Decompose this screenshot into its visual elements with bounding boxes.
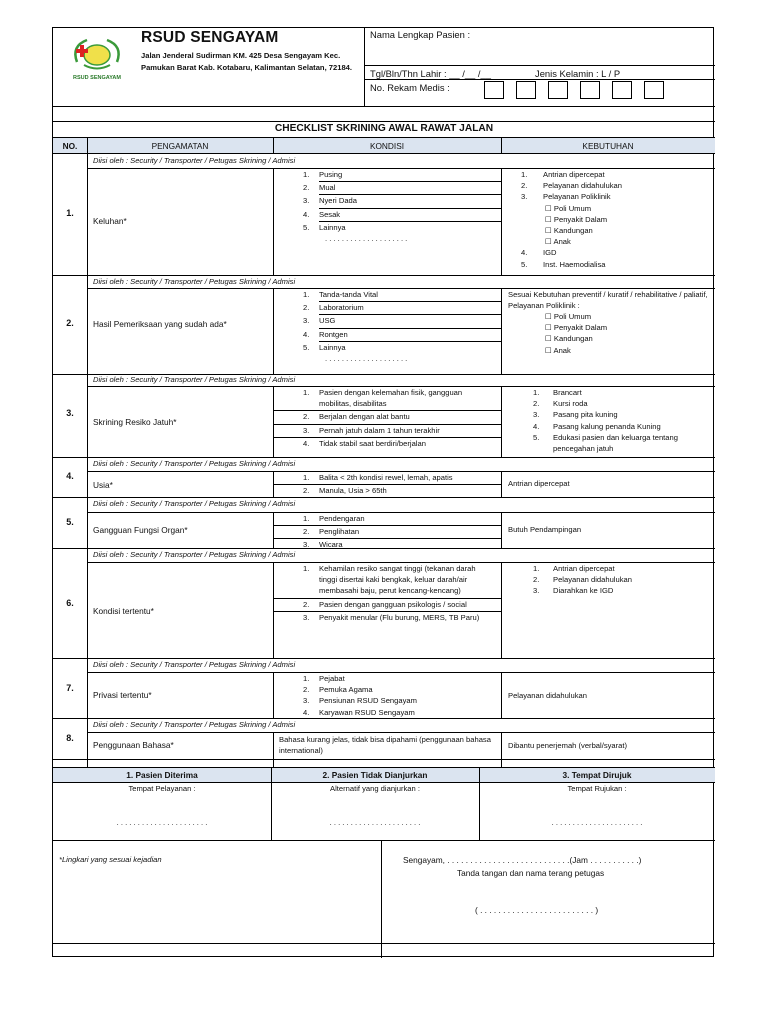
need-item[interactable]: 2. Kursi roda (533, 399, 588, 409)
referral-place-label: Tempat Rujukan : (567, 784, 627, 793)
filled-by-note: Diisi oleh : Security / Transporter / Petugas Skrining / Admisi (93, 660, 296, 669)
need-item[interactable]: 1. Antrian dipercepat (533, 564, 615, 573)
patient-name-label: Nama Lengkap Pasien : (370, 29, 471, 40)
row-number: 1. (66, 208, 74, 218)
outcome-accepted[interactable]: 1. Pasien Diterima (126, 770, 198, 780)
row-number: 4. (66, 471, 74, 481)
row-number: 7. (66, 683, 74, 693)
filled-by-note: Diisi oleh : Security / Transporter / Petugas Skrining / Admisi (93, 156, 296, 165)
need-item[interactable]: 3. Pasang pita kuning (533, 410, 618, 420)
medical-record-box[interactable] (516, 81, 536, 99)
filled-by-note: Diisi oleh : Security / Transporter / Petugas Skrining / Admisi (93, 499, 296, 508)
condition-item[interactable]: 1. Pejabat (303, 674, 345, 683)
row-number: 2. (66, 318, 74, 328)
condition-item[interactable]: 1. Pendengaran (273, 513, 501, 526)
row-label: Skrining Resiko Jatuh* (93, 417, 177, 427)
footnote: *Lingkari yang sesuai kejadian (59, 855, 162, 864)
service-place-label: Tempat Pelayanan : (128, 784, 196, 793)
condition-item[interactable]: 2. Pasien dengan gangguan psikologis / social (273, 599, 501, 612)
medical-record-box[interactable] (580, 81, 600, 99)
condition-list (273, 513, 501, 551)
condition-item[interactable]: 5. Lainnya (303, 342, 346, 352)
alternative-field[interactable]: . . . . . . . . . . . . . . . . . . . . . . (329, 818, 421, 827)
row-label: Hasil Pemeriksaan yang sudah ada* (93, 319, 227, 329)
condition-item[interactable]: 2. Berjalan dengan alat bantu (273, 411, 501, 424)
row-number: 6. (66, 598, 74, 608)
need-checkbox-item[interactable]: ☐ Poli Umum (545, 203, 592, 213)
place-date-field[interactable]: Sengayam, . . . . . . . . . . . . . . . . . . . . . . . . . . .(Jam . . . . . . . . . . .) (403, 855, 642, 865)
condition-item[interactable]: 4. Tidak stabil saat berdiri/berjalan (303, 438, 426, 448)
screening-form (52, 27, 714, 957)
condition-item[interactable]: 3. Pensiunan RSUD Sengayam (303, 696, 417, 706)
row-label: Kondisi tertentu* (93, 606, 154, 616)
need-item[interactable]: 2. Pelayanan didahulukan (533, 575, 632, 585)
condition-list (273, 673, 501, 718)
needs-text: Dibantu penerjemah (verbal/syarat) (508, 741, 628, 750)
need-checkbox-item[interactable]: ☐ Penyakit Dalam (545, 214, 608, 224)
condition-item[interactable]: 5. Lainnya (303, 222, 346, 232)
need-item[interactable]: 1. Antrian dipercepat (521, 170, 605, 179)
condition-item[interactable]: 2. Mual (273, 182, 501, 195)
hospital-name: RSUD SENGAYAM (141, 29, 279, 46)
medical-record-box[interactable] (612, 81, 632, 99)
condition-item[interactable]: 4. Karyawan RSUD Sengayam (303, 707, 415, 717)
medical-record-label: No. Rekam Medis : (370, 82, 450, 93)
hospital-address: Jalan Jenderal Sudirman KM. 425 Desa Sengayam Kec. Pamukan Barat Kab. Kotabaru, Kalimantan Selatan, 72184. (141, 51, 353, 73)
row-label: Penggunaan Bahasa* (93, 740, 174, 750)
need-item[interactable]: 4. IGD (521, 248, 557, 258)
col-needs: KEBUTUHAN (582, 141, 634, 151)
filled-by-note: Diisi oleh : Security / Transporter / Petugas Skrining / Admisi (93, 375, 296, 384)
row-label: Usia* (93, 480, 113, 490)
condition-dots: . . . . . . . . . . . . . . . . . . . . (325, 354, 408, 364)
condition-text[interactable]: Bahasa kurang jelas, tidak bisa dipahami (penggunaan bahasa international) (279, 735, 491, 756)
condition-item[interactable]: 3. USG (273, 315, 501, 328)
need-item[interactable]: 4. Pasang kalung penanda Kuning (533, 421, 661, 431)
hospital-logo (67, 34, 127, 82)
row-label: Privasi tertentu* (93, 690, 152, 700)
condition-item[interactable]: 3. Pernah jatuh dalam 1 tahun terakhir (273, 425, 501, 438)
col-no: NO. (62, 141, 78, 151)
condition-item[interactable]: 3. Nyeri Dada (273, 195, 501, 208)
need-item[interactable]: 5. Edukasi pasien dan keluarga tentang pencegahan jatuh (533, 432, 678, 454)
row-number: 5. (66, 517, 74, 527)
need-item[interactable]: 5. Inst. Haemodialisa (521, 259, 606, 269)
filled-by-note: Diisi oleh : Security / Transporter / Petugas Skrining / Admisi (93, 720, 296, 729)
need-checkbox-item[interactable]: ☐ Penyakit Dalam (545, 323, 608, 333)
condition-item[interactable]: 2. Penglihatan (273, 526, 501, 539)
needs-text: Pelayanan didahulukan (508, 691, 587, 700)
condition-item[interactable]: 2. Manula, Usia > 65th (303, 486, 387, 496)
needs-list (501, 311, 715, 356)
need-item[interactable]: 1. Brancart (533, 388, 582, 397)
signature-field[interactable]: ( . . . . . . . . . . . . . . . . . . . . . . . . . ) (475, 905, 599, 915)
condition-item[interactable]: 3. Penyakit menular (Flu burung, MERS, TB Paru) (303, 612, 480, 622)
dob-label: Tgl/Bln/Thn Lahir : __ /__ /__ (370, 68, 491, 79)
need-checkbox-item[interactable]: ☐ Kandungan (545, 334, 593, 344)
need-item[interactable]: 3. Diarahkan ke IGD (533, 586, 614, 596)
col-observation: PENGAMATAN (151, 141, 209, 151)
condition-item[interactable]: 4. Sesak (273, 209, 501, 222)
condition-list (273, 472, 501, 496)
needs-text: Sesuai Kebutuhan preventif / kuratif / rehabilitative / paliatif, Pelayanan Poliklinik : (508, 290, 708, 311)
need-item[interactable]: 2. Pelayanan didahulukan (521, 181, 622, 191)
condition-item[interactable]: 1. Pusing (273, 169, 501, 182)
service-place-field[interactable]: . . . . . . . . . . . . . . . . . . . . . . (116, 818, 208, 827)
alternative-label: Alternatif yang dianjurkan : (330, 784, 420, 793)
condition-item[interactable]: 2. Laboratorium (273, 302, 501, 315)
outcome-referred[interactable]: 3. Tempat Dirujuk (562, 770, 632, 780)
condition-item[interactable]: 1. Pasien dengan kelemahan fisik, gangguan mobilitas, disabilitas (273, 387, 501, 411)
needs-text: Butuh Pendampingan (508, 525, 582, 534)
outcome-not-recommended[interactable]: 2. Pasien Tidak Dianjurkan (322, 770, 428, 780)
condition-item[interactable]: 4. Rontgen (273, 329, 501, 342)
needs-list (501, 563, 715, 597)
filled-by-note: Diisi oleh : Security / Transporter / Petugas Skrining / Admisi (93, 550, 296, 559)
condition-item[interactable]: 1. Balita < 2th kondisi rewel, lemah, apatis (273, 472, 501, 485)
need-checkbox-item[interactable]: ☐ Anak (545, 237, 571, 247)
medical-record-box[interactable] (484, 81, 504, 99)
need-item[interactable]: 3. Pelayanan Poliklinik (521, 192, 611, 202)
condition-dots: . . . . . . . . . . . . . . . . . . . . (325, 234, 408, 244)
row-label: Gangguan Fungsi Organ* (93, 525, 188, 535)
condition-list (273, 169, 501, 244)
condition-list (273, 289, 501, 364)
need-checkbox-item[interactable]: ☐ Poli Umum (545, 312, 592, 321)
need-checkbox-item[interactable]: ☐ Anak (545, 345, 571, 355)
need-checkbox-item[interactable]: ☐ Kandungan (545, 226, 593, 236)
svg-text:RSUD SENGAYAM: RSUD SENGAYAM (73, 75, 121, 81)
signature-label: Tanda tangan dan nama terang petugas (457, 868, 605, 878)
col-condition: KONDISI (369, 141, 405, 151)
filled-by-note: Diisi oleh : Security / Transporter / Petugas Skrining / Admisi (93, 459, 296, 468)
gender-label: Jenis Kelamin : L / P (535, 68, 621, 79)
filled-by-note: Diisi oleh : Security / Transporter / Petugas Skrining / Admisi (93, 277, 296, 286)
logo-emblem-icon (67, 34, 127, 82)
needs-list (501, 169, 715, 270)
row-number: 3. (66, 408, 74, 418)
condition-item[interactable]: 3. Wicara (303, 540, 343, 550)
condition-list (273, 387, 501, 449)
medical-record-box[interactable] (548, 81, 568, 99)
needs-list (501, 387, 715, 454)
referral-place-field[interactable]: . . . . . . . . . . . . . . . . . . . . . . (551, 818, 643, 827)
form-title: CHECKLIST SKRINING AWAL RAWAT JALAN (274, 123, 494, 134)
medical-record-box[interactable] (644, 81, 664, 99)
row-label: Keluhan* (93, 216, 127, 226)
condition-item[interactable]: 1. Tanda-tanda Vital (273, 289, 501, 302)
row-number: 8. (66, 733, 74, 743)
condition-item[interactable]: 2. Pemuka Agama (303, 685, 373, 695)
needs-text: Antrian dipercepat (508, 479, 570, 488)
condition-item[interactable]: 1. Kehamilan resiko sangat tinggi (tekanan darah tinggi disertai kaki bengkak, keluar darah/air membasahi baju, perut kencang-kencang) (273, 563, 501, 599)
condition-list (273, 563, 501, 623)
